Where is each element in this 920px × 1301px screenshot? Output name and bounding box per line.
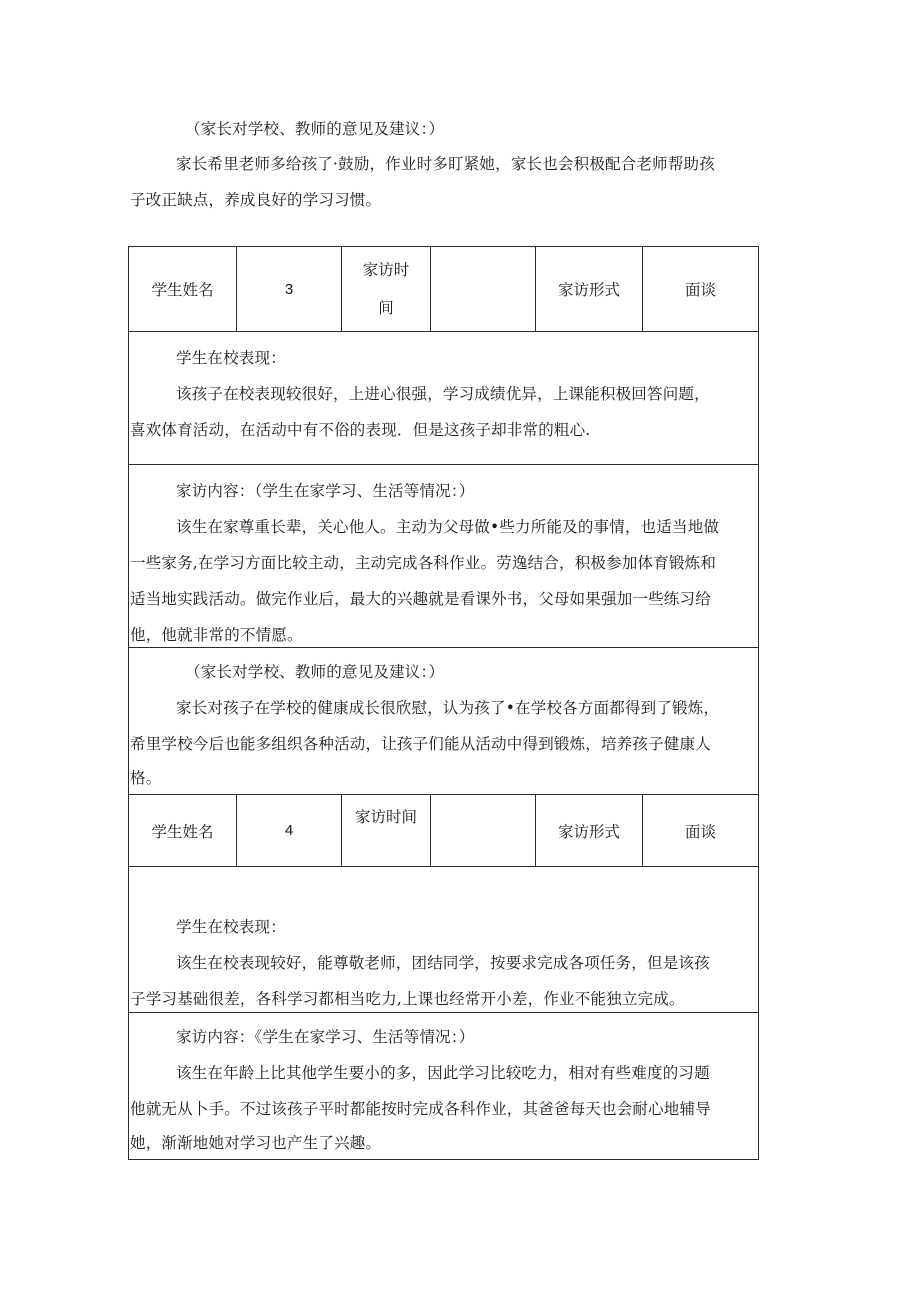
record4-school-line-1: 该生在校表现较好，能尊敬老师，团结同学，按要求完成各项任务，但是该孩 (176, 954, 710, 972)
record3-parent-line-2: 希里学校今后也能多组织各种活动，让孩子们能从活动中得到锻炼，培养孩子健康人 (130, 735, 711, 753)
record4-school-line-2: 子学习基础很差，各科学习都相当吃力,上课也经常开小差，作业不能独立完成。 (130, 990, 685, 1008)
record3-school-heading: 学生在校表现： (176, 349, 286, 367)
record4-visit-section (129, 1012, 758, 1159)
record4-form-label: 家访形式 (536, 795, 643, 866)
record3-school-section (129, 331, 758, 464)
record3-name-label: 学生姓名 (129, 246, 237, 332)
record4-time-label: 家访时间 (342, 795, 431, 866)
record3-header-row (129, 246, 758, 332)
record3-visit-line-4: 他，他就非常的不情愿。 (130, 626, 303, 644)
record3-parent-heading: （家长对学校、教师的意见及建议：） (185, 663, 445, 681)
record4-visit-line-1: 该生在年龄上比其他学生要小的多，因此学习比较吃力，相对有些难度的习题 (176, 1064, 710, 1082)
record3-time-label-line1: 家访时 (362, 261, 410, 279)
record4-visit-heading: 家访内容：《学生在家学习、生活等情况：） (176, 1028, 475, 1046)
record3-parent-section (129, 647, 758, 794)
record4-time-value (431, 795, 536, 866)
record4-header-row (129, 794, 758, 866)
record3-visit-line-1: 该生在家尊重长辈，关心他人。主动为父母做•些力所能及的事情，也适当地做 (176, 518, 720, 536)
record4-form-value: 面谈 (684, 822, 716, 841)
record4-school-heading: 学生在校表现： (176, 918, 286, 936)
record3-visit-line-3: 适当地实践活动。做完作业后，最大的兴趣就是看课外书，父母如果强加一些练习给 (130, 590, 711, 608)
record4-school-section (129, 866, 758, 1012)
record3-parent-line-3: 格。 (130, 769, 162, 787)
intro-line-1: 家长希里老师多给孩了·鼓励，作业时多盯紧她，家长也会积极配合老师帮助孩 (176, 155, 715, 173)
record3-visit-section (129, 464, 758, 647)
record3-parent-line-1: 家长对孩子在学校的健康成长很欣慰，认为孩了•在学校各方面都得到了锻炼， (176, 699, 720, 717)
visit-record-table (128, 246, 759, 1160)
intro-heading: （家长对学校、教师的意见及建议：） (185, 120, 445, 138)
record3-time-label (342, 246, 431, 332)
record4-visit-line-3: 她，渐渐地她对学习也产生了兴趣。 (130, 1134, 382, 1152)
record3-visit-line-2: 一些家务,在学习方面比较主动，主动完成各科作业。劳逸结合，积极参加体育锻炼和 (130, 554, 717, 572)
intro-line-2: 子改正缺点，养成良好的学习习惯。 (130, 191, 382, 209)
record3-school-line-1: 该孩子在校表现较很好，上进心很强，学习成绩优异，上课能积极回答问题， (176, 385, 710, 403)
record4-visit-line-2: 他就无从卜手。不过该孩子平时都能按时完成各科作业，其爸爸每天也会耐心地辅导 (130, 1100, 711, 1118)
record4-name-label: 学生姓名 (129, 795, 237, 866)
record3-form-label: 家访形式 (536, 246, 643, 332)
record3-time-value (431, 246, 536, 332)
record3-visit-heading: 家访内容：（学生在家学习、生活等情况：） (176, 482, 475, 500)
record4-name-value: 4 (237, 795, 342, 866)
record3-form-value: 面谈 (684, 281, 716, 299)
record3-time-label-line2: 间 (378, 299, 394, 317)
record3-name-value: 3 (237, 246, 342, 332)
record3-school-line-2: 喜欢体育活动，在活动中有不俗的表现．但是这孩子却非常的粗心. (130, 421, 591, 439)
